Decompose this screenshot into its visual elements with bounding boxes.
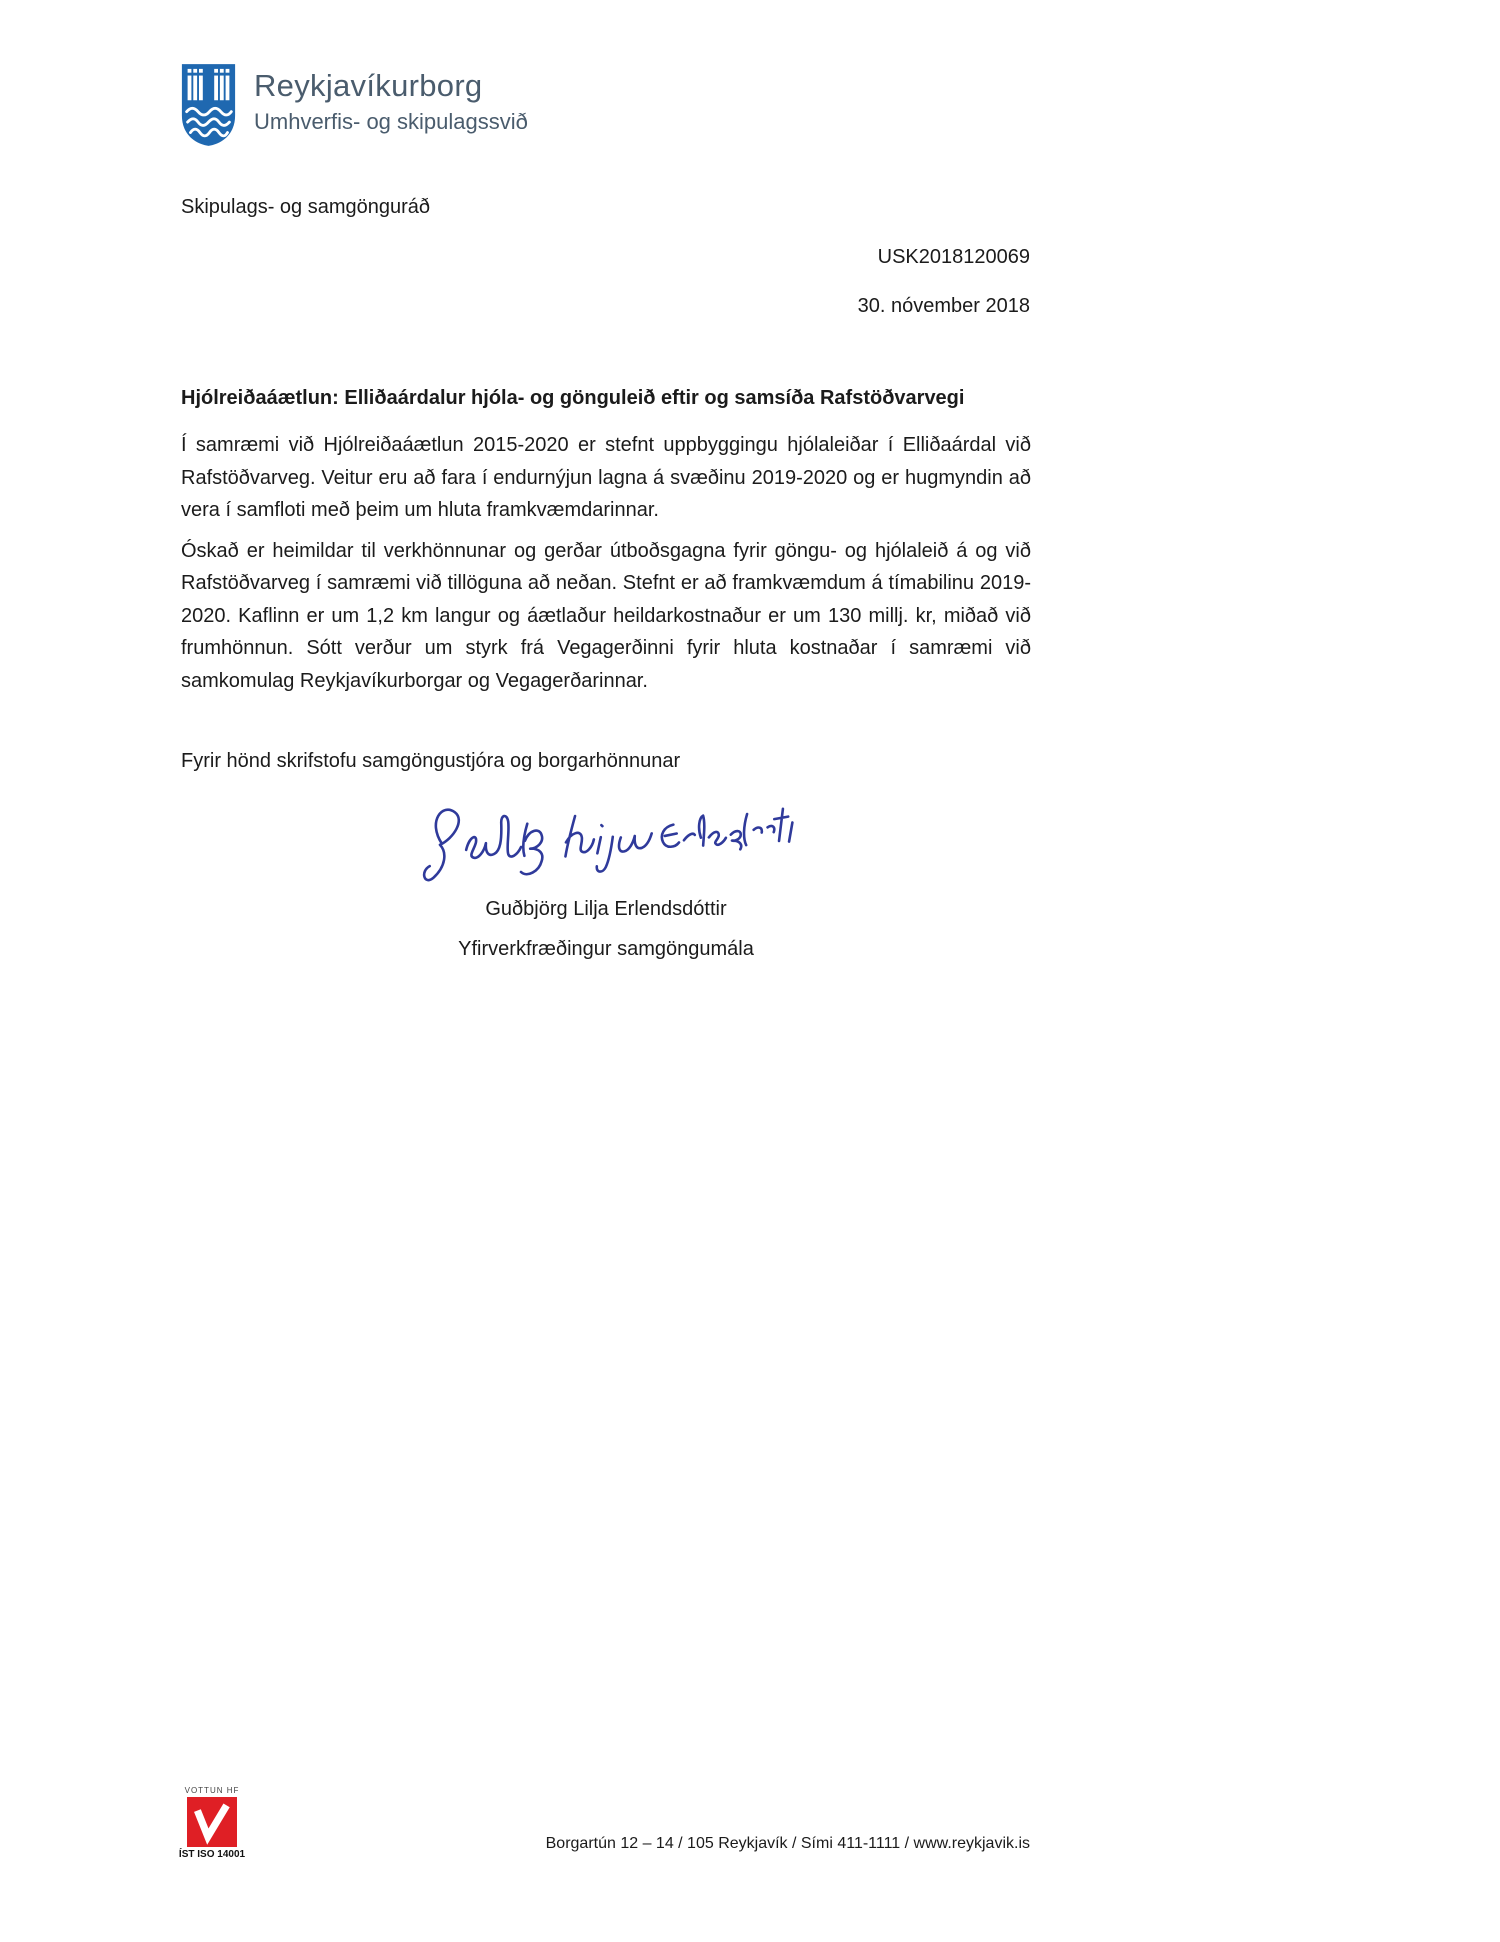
cert-label-bottom: ÍST ISO 14001	[178, 1849, 246, 1860]
subject-line: Hjólreiðaáætlun: Elliðaárdalur hjóla- og gönguleið eftir og samsíða Rafstöðvarvegi	[181, 387, 965, 409]
closing-line: Fyrir hönd skrifstofu samgöngustjóra og borgarhönnunar	[181, 750, 681, 772]
org-name: Reykjavíkurborg	[254, 68, 483, 103]
signer-title: Yfirverkfræðingur samgöngumála	[458, 938, 754, 960]
letter-date: 30. nóvember 2018	[857, 295, 1030, 317]
org-header	[180, 62, 528, 148]
handwritten-signature	[181, 793, 1031, 898]
signer-name: Guðbjörg Lilja Erlendsdóttir	[485, 898, 727, 920]
recipient-line: Skipulags- og samgönguráð	[181, 196, 431, 218]
cert-label-top: VOTTUN HF	[184, 1786, 240, 1795]
checkmark-icon	[187, 1797, 237, 1847]
paragraph: Óskað er heimildar til verkhönnunar og gerðar útboðsgagna fyrir göngu- og hjólaleið á og við Rafstöðvarveg í samræmi við tillöguna að neðan. Stefnt er að framkvæmdum á tímabilinu 2019-2020. Kaflinn er um 1,2 km langur og áætlaður heildarkostnaður er um 130 millj. kr, miðað við frumhönnun. Sótt verður um styrk frá Vegagerðinni fyrir hluta kostnaðar í samræmi við samkomulag Reykjavíkurborgar og Vegagerðarinnar.	[181, 539, 1031, 692]
org-text	[254, 62, 528, 135]
reykjavik-coat-of-arms-icon	[180, 62, 237, 148]
paragraph: Í samræmi við Hjólreiðaáætlun 2015-2020 er stefnt uppbyggingu hjólaleiðar í Elliðaárdal við Rafstöðvarveg. Veitur eru að fara í endurnýjun lagna á svæðinu 2019-2020 og er hugmyndin að vera í samfloti með þeim um hluta framkvæmdarinnar.	[181, 434, 1031, 521]
iso-certification-logo	[180, 1786, 244, 1860]
org-department: Umhverfis- og skipulagssvið	[254, 109, 528, 134]
letter-body	[181, 429, 1031, 705]
reference-number: USK2018120069	[877, 246, 1030, 268]
footer-address: Borgartún 12 – 14 / 105 Reykjavík / Sími 411-1111 / www.reykjavik.is	[545, 1835, 1030, 1852]
